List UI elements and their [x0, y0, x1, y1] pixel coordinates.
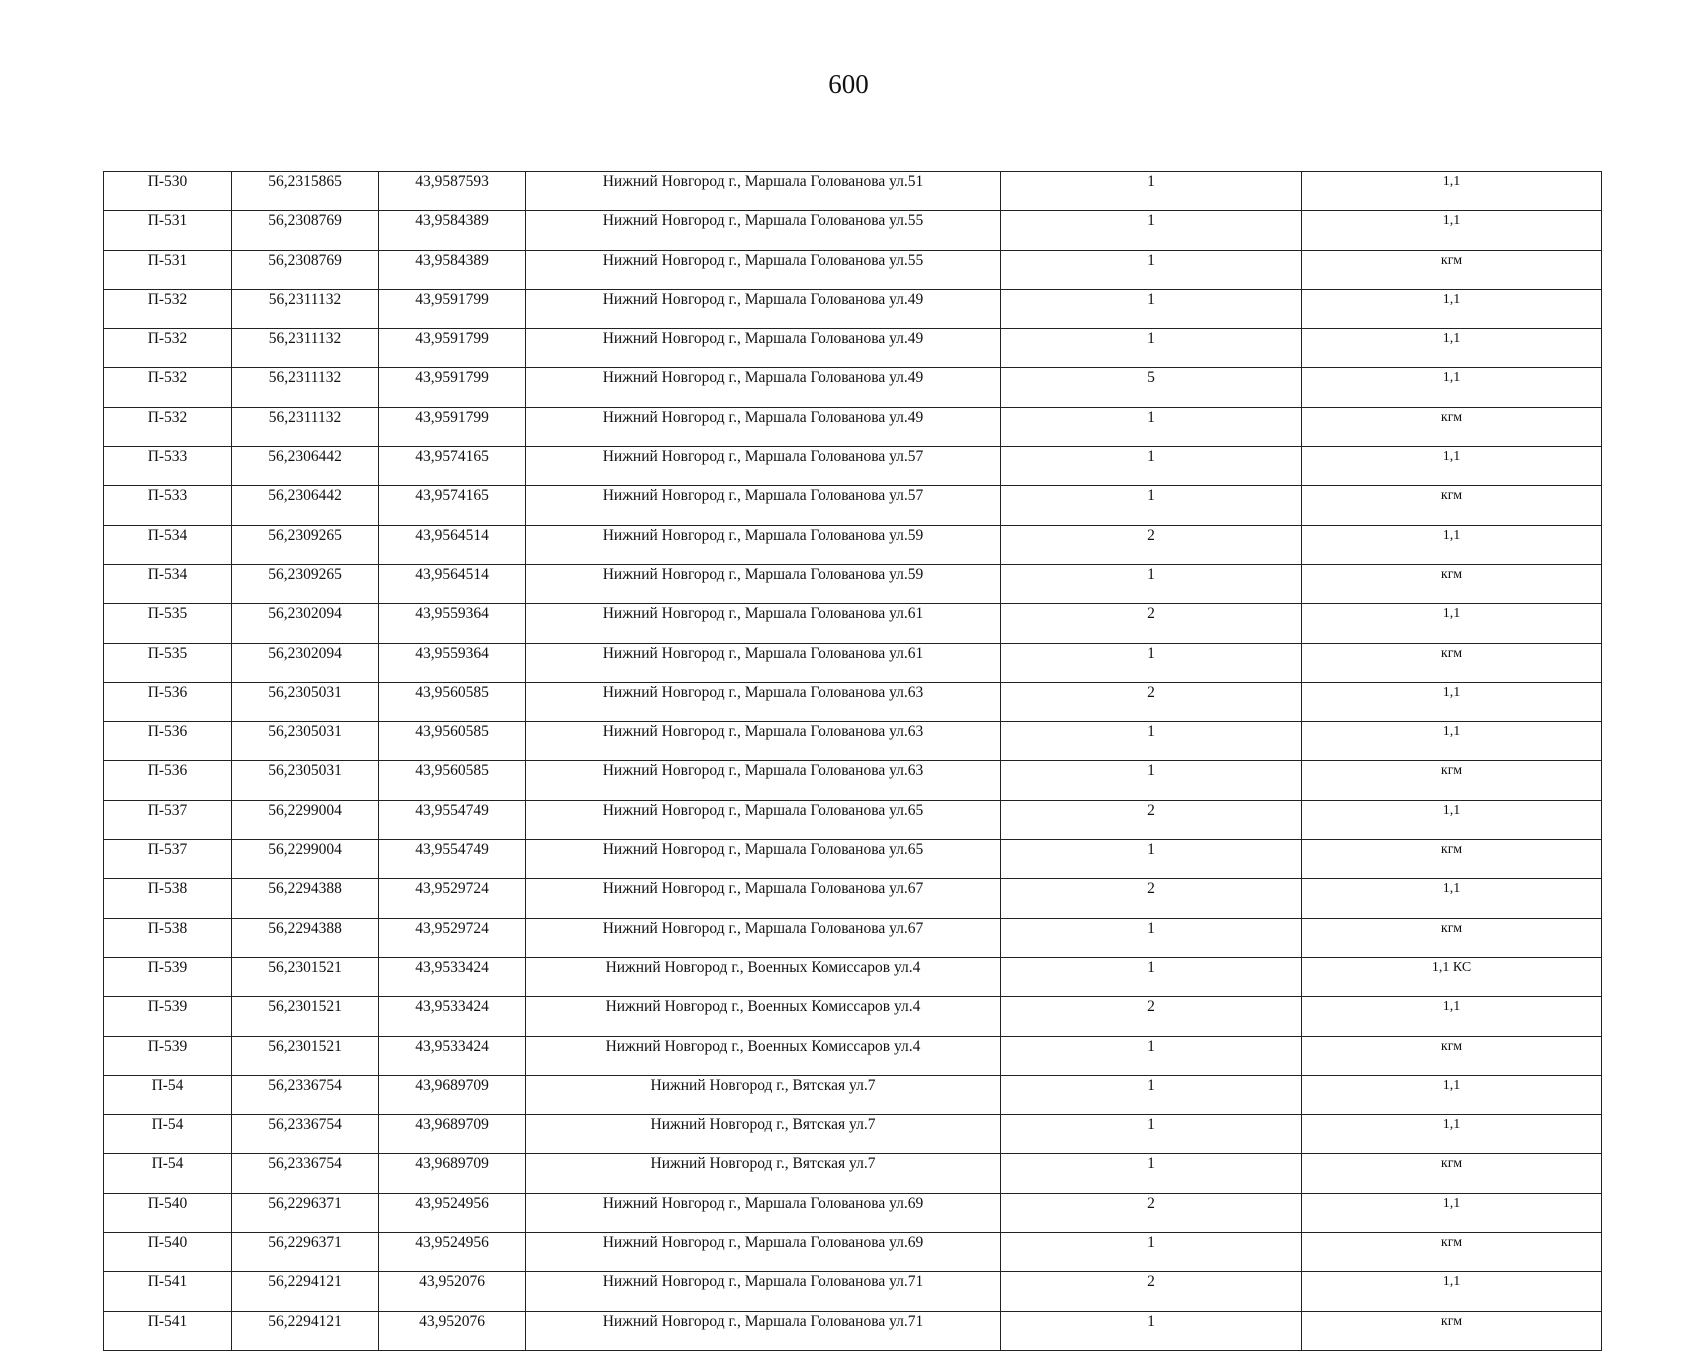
cell-address: Нижний Новгород г., Маршала Голованова ул.55: [526, 211, 1001, 250]
cell-unit: кгм: [1302, 1311, 1602, 1350]
cell-unit: 1,1: [1302, 447, 1602, 486]
cell-unit: 1,1: [1302, 1075, 1602, 1114]
cell-quantity: 2: [1001, 800, 1302, 839]
cell-unit: 1,1: [1302, 1193, 1602, 1232]
cell-longitude: 43,9529724: [379, 918, 526, 957]
cell-latitude: 56,2336754: [232, 1115, 379, 1154]
cell-address: Нижний Новгород г., Маршала Голованова ул.49: [526, 329, 1001, 368]
cell-address: Нижний Новгород г., Маршала Голованова ул.57: [526, 486, 1001, 525]
cell-site-id: П-533: [104, 486, 232, 525]
cell-longitude: 43,9574165: [379, 486, 526, 525]
cell-longitude: 43,9524956: [379, 1233, 526, 1272]
cell-quantity: 1: [1001, 1036, 1302, 1075]
cell-longitude: 43,9584389: [379, 211, 526, 250]
cell-address: Нижний Новгород г., Маршала Голованова ул.55: [526, 250, 1001, 289]
table-row: [104, 1115, 1602, 1154]
cell-unit: 1,1: [1302, 997, 1602, 1036]
cell-address: Нижний Новгород г., Вятская ул.7: [526, 1115, 1001, 1154]
cell-unit: кгм: [1302, 840, 1602, 879]
cell-longitude: 43,9591799: [379, 289, 526, 328]
cell-quantity: 2: [1001, 682, 1302, 721]
cell-address: Нижний Новгород г., Маршала Голованова ул.63: [526, 761, 1001, 800]
cell-site-id: П-537: [104, 840, 232, 879]
cell-latitude: 56,2308769: [232, 250, 379, 289]
cell-longitude: 43,9564514: [379, 564, 526, 603]
cell-unit: 1,1: [1302, 1272, 1602, 1311]
cell-longitude: 43,9559364: [379, 604, 526, 643]
cell-site-id: П-532: [104, 368, 232, 407]
cell-latitude: 56,2301521: [232, 957, 379, 996]
cell-address: Нижний Новгород г., Военных Комиссаров ул.4: [526, 1036, 1001, 1075]
cell-site-id: П-535: [104, 604, 232, 643]
cell-site-id: П-532: [104, 289, 232, 328]
cell-unit: кгм: [1302, 918, 1602, 957]
cell-quantity: 1: [1001, 564, 1302, 603]
cell-unit: кгм: [1302, 250, 1602, 289]
cell-site-id: П-535: [104, 643, 232, 682]
table-row: [104, 368, 1602, 407]
cell-longitude: 43,9554749: [379, 800, 526, 839]
cell-site-id: П-536: [104, 761, 232, 800]
cell-quantity: 1: [1001, 722, 1302, 761]
cell-site-id: П-540: [104, 1193, 232, 1232]
cell-site-id: П-531: [104, 250, 232, 289]
table-row: [104, 407, 1602, 446]
cell-unit: 1,1 КС: [1302, 957, 1602, 996]
cell-longitude: 43,9529724: [379, 879, 526, 918]
cell-longitude: 43,9560585: [379, 722, 526, 761]
cell-site-id: П-54: [104, 1154, 232, 1193]
cell-latitude: 56,2299004: [232, 840, 379, 879]
cell-quantity: 1: [1001, 957, 1302, 996]
table-row: [104, 722, 1602, 761]
table-row: [104, 564, 1602, 603]
cell-longitude: 43,952076: [379, 1311, 526, 1350]
table-row: [104, 604, 1602, 643]
cell-quantity: 1: [1001, 289, 1302, 328]
cell-unit: кгм: [1302, 486, 1602, 525]
cell-quantity: 2: [1001, 997, 1302, 1036]
table-row: [104, 800, 1602, 839]
cell-site-id: П-532: [104, 407, 232, 446]
cell-quantity: 1: [1001, 250, 1302, 289]
table-row: [104, 1193, 1602, 1232]
cell-quantity: 1: [1001, 407, 1302, 446]
cell-longitude: 43,9689709: [379, 1115, 526, 1154]
cell-latitude: 56,2315865: [232, 172, 379, 211]
table-row: [104, 250, 1602, 289]
cell-site-id: П-54: [104, 1115, 232, 1154]
cell-address: Нижний Новгород г., Маршала Голованова ул.65: [526, 840, 1001, 879]
cell-address: Нижний Новгород г., Маршала Голованова ул.59: [526, 564, 1001, 603]
cell-longitude: 43,952076: [379, 1272, 526, 1311]
cell-address: Нижний Новгород г., Маршала Голованова ул.71: [526, 1272, 1001, 1311]
cell-unit: кгм: [1302, 761, 1602, 800]
cell-site-id: П-532: [104, 329, 232, 368]
cell-address: Нижний Новгород г., Маршала Голованова ул.67: [526, 918, 1001, 957]
cell-site-id: П-533: [104, 447, 232, 486]
table-row: [104, 486, 1602, 525]
cell-quantity: 1: [1001, 643, 1302, 682]
cell-longitude: 43,9591799: [379, 329, 526, 368]
cell-latitude: 56,2296371: [232, 1233, 379, 1272]
cell-latitude: 56,2306442: [232, 486, 379, 525]
cell-site-id: П-54: [104, 1075, 232, 1114]
cell-latitude: 56,2308769: [232, 211, 379, 250]
cell-site-id: П-538: [104, 918, 232, 957]
cell-latitude: 56,2306442: [232, 447, 379, 486]
cell-latitude: 56,2299004: [232, 800, 379, 839]
table-row: [104, 643, 1602, 682]
cell-unit: 1,1: [1302, 879, 1602, 918]
table-row: [104, 879, 1602, 918]
cell-longitude: 43,9533424: [379, 997, 526, 1036]
cell-quantity: 1: [1001, 447, 1302, 486]
cell-unit: 1,1: [1302, 525, 1602, 564]
table-row: [104, 172, 1602, 211]
cell-longitude: 43,9591799: [379, 407, 526, 446]
cell-address: Нижний Новгород г., Маршала Голованова ул.49: [526, 407, 1001, 446]
table-row: [104, 997, 1602, 1036]
cell-address: Нижний Новгород г., Маршала Голованова ул.71: [526, 1311, 1001, 1350]
cell-quantity: 2: [1001, 1193, 1302, 1232]
cell-quantity: 5: [1001, 368, 1302, 407]
cell-address: Нижний Новгород г., Маршала Голованова ул.67: [526, 879, 1001, 918]
cell-longitude: 43,9591799: [379, 368, 526, 407]
container-site-table: [103, 171, 1602, 1351]
cell-quantity: 1: [1001, 840, 1302, 879]
cell-site-id: П-531: [104, 211, 232, 250]
table-row: [104, 761, 1602, 800]
cell-unit: 1,1: [1302, 211, 1602, 250]
cell-quantity: 1: [1001, 486, 1302, 525]
cell-unit: 1,1: [1302, 682, 1602, 721]
cell-longitude: 43,9560585: [379, 761, 526, 800]
cell-latitude: 56,2296371: [232, 1193, 379, 1232]
cell-address: Нижний Новгород г., Вятская ул.7: [526, 1075, 1001, 1114]
cell-unit: 1,1: [1302, 800, 1602, 839]
cell-latitude: 56,2309265: [232, 564, 379, 603]
cell-address: Нижний Новгород г., Маршала Голованова ул.49: [526, 289, 1001, 328]
cell-longitude: 43,9533424: [379, 957, 526, 996]
cell-longitude: 43,9689709: [379, 1075, 526, 1114]
cell-quantity: 1: [1001, 1075, 1302, 1114]
table-body: [104, 172, 1602, 1351]
cell-quantity: 1: [1001, 761, 1302, 800]
cell-unit: 1,1: [1302, 368, 1602, 407]
cell-address: Нижний Новгород г., Маршала Голованова ул.59: [526, 525, 1001, 564]
cell-unit: кгм: [1302, 1233, 1602, 1272]
cell-site-id: П-540: [104, 1233, 232, 1272]
cell-longitude: 43,9559364: [379, 643, 526, 682]
cell-address: Нижний Новгород г., Маршала Голованова ул.61: [526, 643, 1001, 682]
cell-address: Нижний Новгород г., Маршала Голованова ул.69: [526, 1193, 1001, 1232]
table-row: [104, 1233, 1602, 1272]
cell-quantity: 2: [1001, 879, 1302, 918]
cell-longitude: 43,9564514: [379, 525, 526, 564]
cell-latitude: 56,2294388: [232, 918, 379, 957]
table-row: [104, 840, 1602, 879]
table-row: [104, 329, 1602, 368]
cell-site-id: П-539: [104, 1036, 232, 1075]
cell-site-id: П-538: [104, 879, 232, 918]
cell-latitude: 56,2311132: [232, 329, 379, 368]
cell-unit: 1,1: [1302, 289, 1602, 328]
cell-quantity: 2: [1001, 525, 1302, 564]
cell-address: Нижний Новгород г., Маршала Голованова ул.51: [526, 172, 1001, 211]
cell-longitude: 43,9574165: [379, 447, 526, 486]
cell-latitude: 56,2302094: [232, 604, 379, 643]
cell-site-id: П-537: [104, 800, 232, 839]
cell-quantity: 1: [1001, 211, 1302, 250]
table-row: [104, 1311, 1602, 1350]
cell-unit: кгм: [1302, 643, 1602, 682]
cell-latitude: 56,2294121: [232, 1272, 379, 1311]
cell-unit: 1,1: [1302, 722, 1602, 761]
cell-site-id: П-536: [104, 682, 232, 721]
cell-address: Нижний Новгород г., Маршала Голованова ул.69: [526, 1233, 1001, 1272]
table-row: [104, 525, 1602, 564]
table-row: [104, 918, 1602, 957]
cell-address: Нижний Новгород г., Маршала Голованова ул.63: [526, 682, 1001, 721]
cell-unit: кгм: [1302, 1036, 1602, 1075]
cell-quantity: 1: [1001, 1115, 1302, 1154]
cell-longitude: 43,9524956: [379, 1193, 526, 1232]
table-row: [104, 682, 1602, 721]
cell-unit: кгм: [1302, 564, 1602, 603]
cell-unit: 1,1: [1302, 329, 1602, 368]
cell-quantity: 1: [1001, 918, 1302, 957]
cell-unit: 1,1: [1302, 604, 1602, 643]
cell-address: Нижний Новгород г., Маршала Голованова ул.57: [526, 447, 1001, 486]
table-row: [104, 957, 1602, 996]
cell-latitude: 56,2302094: [232, 643, 379, 682]
cell-unit: кгм: [1302, 407, 1602, 446]
cell-site-id: П-539: [104, 957, 232, 996]
cell-latitude: 56,2294121: [232, 1311, 379, 1350]
cell-longitude: 43,9587593: [379, 172, 526, 211]
cell-quantity: 2: [1001, 1272, 1302, 1311]
cell-address: Нижний Новгород г., Маршала Голованова ул.63: [526, 722, 1001, 761]
cell-latitude: 56,2294388: [232, 879, 379, 918]
cell-latitude: 56,2301521: [232, 1036, 379, 1075]
cell-address: Нижний Новгород г., Маршала Голованова ул.49: [526, 368, 1001, 407]
cell-latitude: 56,2336754: [232, 1154, 379, 1193]
cell-unit: 1,1: [1302, 1115, 1602, 1154]
cell-quantity: 1: [1001, 172, 1302, 211]
cell-latitude: 56,2309265: [232, 525, 379, 564]
cell-site-id: П-541: [104, 1272, 232, 1311]
cell-longitude: 43,9554749: [379, 840, 526, 879]
cell-quantity: 1: [1001, 1154, 1302, 1193]
cell-latitude: 56,2311132: [232, 368, 379, 407]
cell-latitude: 56,2311132: [232, 407, 379, 446]
cell-site-id: П-534: [104, 525, 232, 564]
cell-unit: 1,1: [1302, 172, 1602, 211]
cell-latitude: 56,2301521: [232, 997, 379, 1036]
cell-address: Нижний Новгород г., Военных Комиссаров ул.4: [526, 957, 1001, 996]
cell-address: Нижний Новгород г., Военных Комиссаров ул.4: [526, 997, 1001, 1036]
cell-latitude: 56,2336754: [232, 1075, 379, 1114]
cell-address: Нижний Новгород г., Маршала Голованова ул.61: [526, 604, 1001, 643]
table-row: [104, 289, 1602, 328]
cell-longitude: 43,9533424: [379, 1036, 526, 1075]
cell-unit: кгм: [1302, 1154, 1602, 1193]
cell-quantity: 1: [1001, 329, 1302, 368]
cell-site-id: П-530: [104, 172, 232, 211]
cell-site-id: П-539: [104, 997, 232, 1036]
cell-longitude: 43,9584389: [379, 250, 526, 289]
table-row: [104, 211, 1602, 250]
cell-latitude: 56,2311132: [232, 289, 379, 328]
cell-latitude: 56,2305031: [232, 722, 379, 761]
cell-site-id: П-541: [104, 1311, 232, 1350]
cell-address: Нижний Новгород г., Вятская ул.7: [526, 1154, 1001, 1193]
table-row: [104, 1036, 1602, 1075]
cell-latitude: 56,2305031: [232, 682, 379, 721]
cell-site-id: П-534: [104, 564, 232, 603]
cell-longitude: 43,9689709: [379, 1154, 526, 1193]
cell-site-id: П-536: [104, 722, 232, 761]
table-row: [104, 1272, 1602, 1311]
cell-quantity: 2: [1001, 604, 1302, 643]
cell-address: Нижний Новгород г., Маршала Голованова ул.65: [526, 800, 1001, 839]
page-number: 600: [828, 69, 869, 99]
table-row: [104, 1075, 1602, 1114]
cell-quantity: 1: [1001, 1233, 1302, 1272]
table-row: [104, 447, 1602, 486]
cell-quantity: 1: [1001, 1311, 1302, 1350]
table-row: [104, 1154, 1602, 1193]
cell-longitude: 43,9560585: [379, 682, 526, 721]
cell-latitude: 56,2305031: [232, 761, 379, 800]
